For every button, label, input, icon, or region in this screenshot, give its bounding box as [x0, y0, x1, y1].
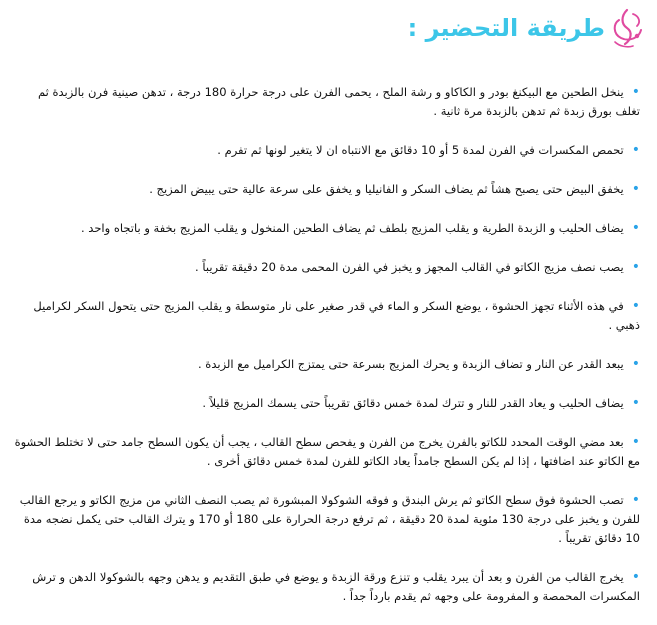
step-text: بعد مضي الوقت المحدد للكاتو بالفرن يخرج من الفرن و يفحص سطح القالب ، يجب أن يكون السطح جامد حتى لا تختلط الحشوة مع الكاتو عند اضافتها ، إذا لم يكن السطح جامداً يعاد الكاتو للفرن لمدة خمس دقائق أخرى . — [14, 435, 640, 468]
list-item — [12, 568, 642, 606]
bullet-icon: • — [631, 220, 640, 236]
step-text: في هذه الأثناء تجهز الحشوة ، يوضع السكر و الماء في قدر صغير على نار متوسطة و يقلب المزيج حتى يتحول السكر لكراميل ذهبي . — [33, 299, 640, 332]
list-item — [12, 491, 642, 548]
step-text: ينخل الطحين مع البيكنغ بودر و الكاكاو و رشة الملح ، يحمى الفرن على درجة حرارة 180 درجة ، تدهن صينية فرن بالزبدة ثم تغلف بورق زبدة ثم تدهن بالزبدة مرة ثانية . — [37, 85, 640, 118]
list-item — [12, 258, 642, 277]
list-item — [12, 297, 642, 335]
bullet-icon: • — [631, 84, 640, 100]
bullet-icon: • — [631, 181, 640, 197]
bullet-icon: • — [631, 259, 640, 275]
page-title: طريقة التحضير : — [407, 14, 605, 42]
bullet-icon: • — [631, 492, 640, 508]
bullet-icon: • — [631, 434, 640, 450]
bullet-icon: • — [631, 569, 640, 585]
section-header — [408, 6, 647, 50]
list-item — [12, 219, 642, 238]
bullet-icon: • — [631, 142, 640, 158]
bullet-icon: • — [631, 356, 640, 372]
step-text: تصب الحشوة فوق سطح الكاتو ثم يرش البندق و فوقه الشوكولا المبشورة ثم يصب النصف الثاني من مزيج الكاتو و يرجع القالب للفرن و يخبز على درجة 130 مئوية لمدة 20 دقيقة ، ثم ترفع درجة الحرارة على 180 أو 170 و يترك القالب حتى يكمل نضجه مدة 10 دقائق تقريباً . — [19, 493, 640, 545]
list-item — [12, 394, 642, 413]
bullet-icon: • — [631, 395, 640, 411]
list-item — [12, 355, 642, 374]
steps-list — [12, 83, 642, 625]
step-text: يضاف الحليب و الزبدة الطرية و يقلب المزيج بلطف ثم يضاف الطحين المنخول و يقلب المزيج بخفة و باتجاه واحد . — [80, 221, 624, 235]
step-text: تحمص المكسرات في الفرن لمدة 5 أو 10 دقائق مع الانتباه ان لا يتغير لونها ثم تفرم . — [217, 143, 624, 157]
step-text: يضاف الحليب و يعاد القدر للنار و تترك لمدة خمس دقائق تقريباً حتى يسمك المزيج قليلاً . — [202, 396, 624, 410]
step-text: يخرج القالب من الفرن و بعد أن يبرد يقلب و تنزع ورقة الزبدة و يوضع في طبق التقديم و يدهن وجهه بالشوكولا الدهن و ترش المكسرات المحمصة و المفرومة على وجهه ثم يقدم بارداً جداً . — [32, 570, 640, 603]
step-text: يخفق البيض حتى يصبح هشاً ثم يضاف السكر و الفانيليا و يخفق على سرعة عالية حتى يبيض المزيج . — [149, 182, 624, 196]
list-item — [12, 141, 642, 160]
list-item — [12, 433, 642, 471]
bullet-icon: • — [631, 298, 640, 314]
step-text: يصب نصف مزيج الكاتو في القالب المجهز و يخبز في الفرن المحمى مدة 20 دقيقة تقريباً . — [195, 260, 624, 274]
step-text: يبعد القدر عن النار و تضاف الزبدة و يحرك المزيج بسرعة حتى يمتزج الكراميل مع الزبدة . — [198, 357, 624, 371]
list-item — [12, 180, 642, 199]
list-item — [12, 83, 642, 121]
decorative-flourish-icon — [607, 6, 647, 50]
